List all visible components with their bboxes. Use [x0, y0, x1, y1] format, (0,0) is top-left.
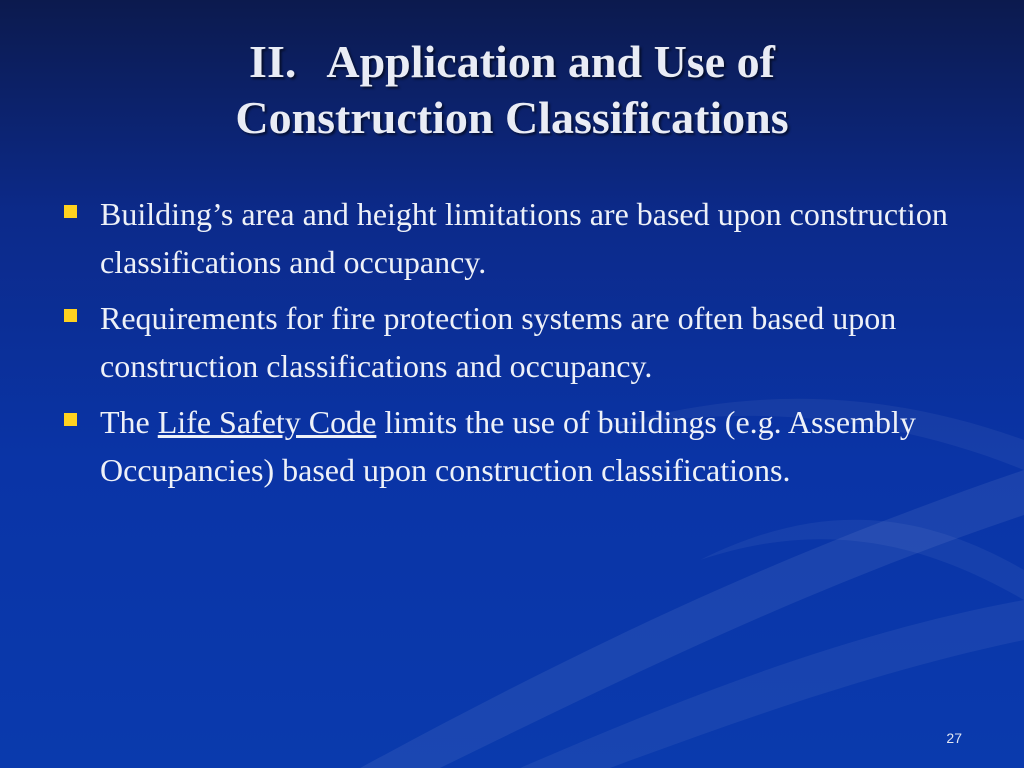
- bullet-text: Building’s area and height limitations are based upon construction classifications and occupancy.: [100, 196, 948, 280]
- bullet-text: Requirements for fire protection systems are often based upon construction classifications and occupancy.: [100, 300, 897, 384]
- slide-title: [40, 34, 984, 146]
- bullet-item: [60, 398, 960, 494]
- square-bullet-icon: [64, 205, 77, 218]
- bullet-item: [60, 294, 960, 390]
- bullet-list: [60, 190, 960, 502]
- title-section-number: II.: [249, 36, 297, 87]
- bullet-item: [60, 190, 960, 286]
- square-bullet-icon: [64, 413, 77, 426]
- page-number: 27: [946, 730, 962, 746]
- life-safety-code-link[interactable]: Life Safety Code: [157, 404, 377, 440]
- title-line-2: Construction Classifications: [235, 92, 789, 143]
- square-bullet-icon: [64, 309, 77, 322]
- bullet-text: [100, 404, 916, 488]
- title-line-1: Application and Use of: [326, 36, 775, 87]
- bullet-text-prefix: The: [100, 404, 158, 440]
- bullet-text-suffix: limits the use of buildings (e.g. Assembly Occupancies) based upon construction classifications.: [100, 404, 916, 488]
